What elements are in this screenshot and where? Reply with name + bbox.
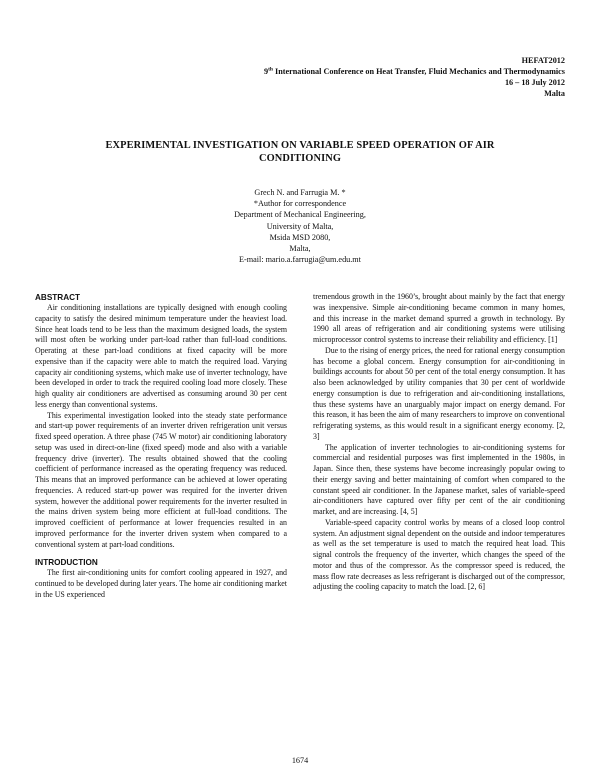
abstract-heading: ABSTRACT xyxy=(35,293,81,302)
page-number: 1674 xyxy=(291,756,309,765)
conference-edition-suffix: th xyxy=(268,66,273,73)
conference-edition-number: 9 xyxy=(263,67,269,76)
section-spacer xyxy=(35,550,287,557)
introduction-paragraph-4: Variable-speed capacity control works by means of a closed loop control system. An adjustment signal dependent on the outside and indoor temperatures as well as the set temperature is used to match the required heat load. This signal controls the frequency of the inverter, which changes the speed of the motor and thus of the compressor. As the compressor speed is reduced, the mass flow rate decreases as less refrigerant is discharged out of the compressor, adjusting the cooling capacity to match the load. [2, 6] xyxy=(313,517,565,592)
paper-title xyxy=(70,140,530,165)
conference-location: Malta xyxy=(544,89,565,98)
introduction-paragraph-1: The first air-conditioning units for comfort cooling appeared in 1927, and continued to be developed during later years. The home air conditioning market in the US experienced xyxy=(35,568,287,599)
conference-header xyxy=(145,55,565,99)
conference-name xyxy=(145,66,565,77)
right-column xyxy=(313,292,565,593)
conference-full-name: International Conference on Heat Transfer, Fluid Mechanics and Thermodynamics xyxy=(272,67,565,76)
paper-title-line-2: CONDITIONING xyxy=(258,152,342,164)
author-address: Msida MSD 2080, xyxy=(269,232,331,242)
author-email: E-mail: mario.a.farrugia@um.edu.mt xyxy=(239,255,361,265)
abstract-paragraph-2: This experimental investigation looked into the steady state performance and start-up power requirements of an inverter driven refrigeration unit versus fixed speed operation. A three phase (745 W motor) air conditioning laboratory setup was used in direct-on-line (fixed speed) mode and also with a variable frequency drive (inverter). The results obtained showed that the cooling coefficient of performance increased as the operating frequency was reduced. This means that an improved performance can be achieved at lower operating frequencies. A reduced start-up power was required for the inverter driven system, however the additional power requirements for the inverter resulted in the mains driven system being more efficient at full-load conditions. The improved coefficient of performance at lower frequencies resulted in an improved performance for the inverter driven system when compared to a conventional system at part-load conditions. xyxy=(35,410,287,549)
introduction-heading: INTRODUCTION xyxy=(35,558,98,568)
author-department: Department of Mechanical Engineering, xyxy=(234,210,366,220)
introduction-paragraph-continued: tremendous growth in the 1960’s, brought about mainly by the fact that energy was inexpensive. Simple air-conditioning became common in many homes, and this increase in the market demand spurred a growth in technology. By 1990 all areas of refrigeration and air conditioning systems were utilising microprocessor control systems to increase their reliability and efficiency. [1] xyxy=(313,292,565,344)
introduction-paragraph-3: The application of inverter technologies to air-conditioning systems for commercial and residential purposes was first implemented in the 1980s, in Japan. Since then, these systems have become increasingly popular owing to their energy saving and better maintaining of comfort when compared to the constant speed air conditioner. In the Japanese market, sales of variable-speed air-conditioners have captured over fifty per cent of the air conditioning market, and are increasing. [4, 5] xyxy=(313,442,565,516)
conference-code: HEFAT2012 xyxy=(521,56,565,65)
paper-title-line-1: EXPERIMENTAL INVESTIGATION ON VARIABLE SPEED OPERATION OF AIR xyxy=(105,140,495,151)
introduction-paragraph-2: Due to the rising of energy prices, the need for rational energy consumption has become a global concern. Energy consumption for air-conditioning in buildings accounts for about 50 per cent of the total energy consumption. It has also been acknowledged by utility companies that 30 per cent of worldwide energy consumption is due to refrigeration and air-conditioning installations, thus these systems have an unarguably major impact on energy demand. For this reason, it has been the aim of many researchers to improve on conventional refrigerating systems, as this would result in a significant energy economy. [2, 3] xyxy=(313,345,565,441)
conference-dates: 16 – 18 July 2012 xyxy=(504,78,565,87)
author-university: University of Malta, xyxy=(266,221,334,231)
author-block xyxy=(150,187,450,265)
author-country: Malta, xyxy=(289,244,311,254)
correspondence-note: *Author for correspondence xyxy=(253,199,347,209)
abstract-paragraph-1: Air conditioning installations are typically designed with enough cooling capacity to satisfy the desired minimum temperature under the heaviest load. Since heat loads tend to be less than the maximum designed loads, the system will most often be working under part-load rather than full-load conditions. Operating at these part-load conditions at fixed capacity will be more expensive than if the capacity were able to match the required load. Varying capacity air conditioning systems, which make use of inverter technology, have been developed in order to track the required cooling load more closely. These high quality air conditioners are advertised as consuming around 30 per cent less energy than conventional systems. xyxy=(35,303,287,409)
author-names: Grech N. and Farrugia M. * xyxy=(254,188,346,197)
left-column xyxy=(35,292,287,601)
